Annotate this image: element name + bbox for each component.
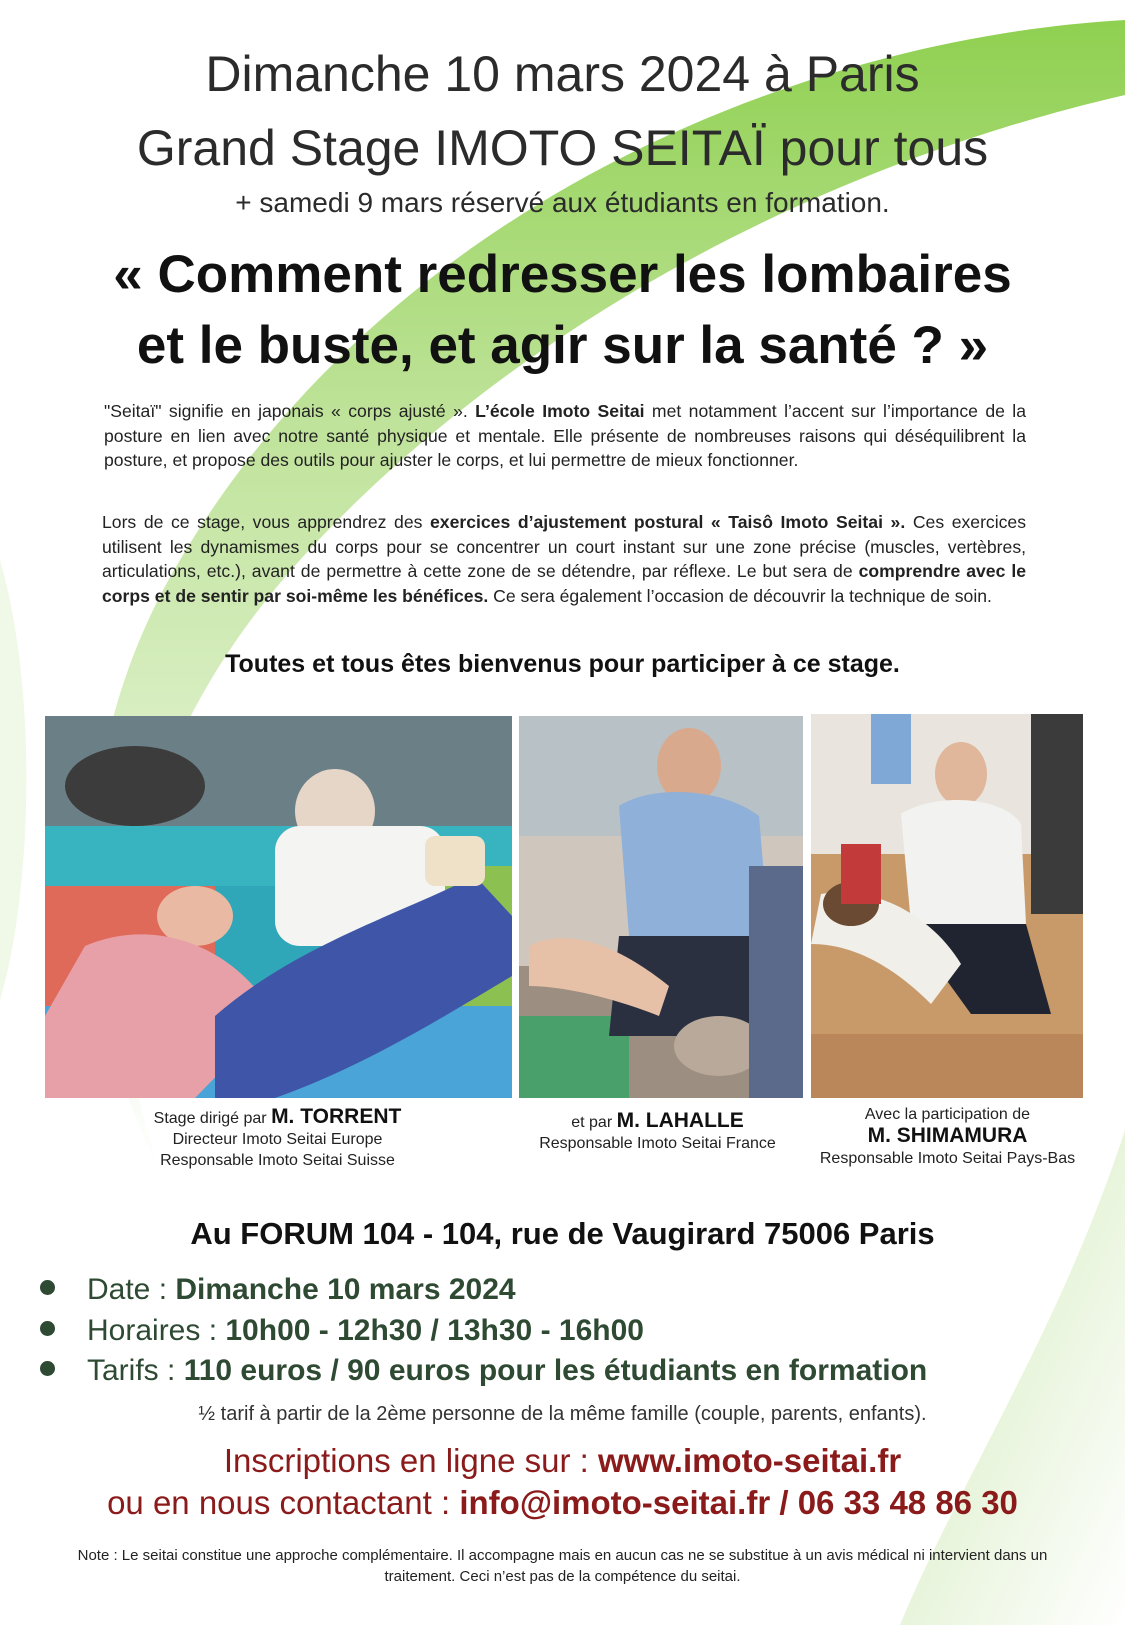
- venue-address: Au FORUM 104 - 104, rue de Vaugirard 75006 Paris: [190, 1216, 935, 1251]
- theme-question-line1: « Comment redresser les lombaires: [113, 245, 1012, 304]
- detail-hours: [40, 1311, 927, 1352]
- caption-prefix: Avec la participation de: [864, 1106, 1031, 1123]
- registration-online: [0, 1440, 1125, 1482]
- family-discount-note: ½ tarif à partir de la 2ème personne de la même famille (couple, parents, enfants).: [198, 1403, 927, 1425]
- instructor-role: Responsable Imoto Seitai France: [539, 1135, 776, 1152]
- caption-torrent-title: [65, 1106, 490, 1129]
- photo-shimamura-session: [811, 714, 1083, 1098]
- event-subtitle: + samedi 9 mars réservé aux étudiants en formation.: [235, 187, 890, 218]
- event-date-heading: Dimanche 10 mars 2024 à Paris: [205, 46, 920, 102]
- detail-value: Dimanche 10 mars 2024: [175, 1273, 516, 1306]
- detail-label: Tarifs :: [87, 1354, 184, 1387]
- caption-lahalle-title: [505, 1110, 810, 1133]
- bullet-icon: [40, 1280, 55, 1295]
- bullet-icon: [40, 1321, 55, 1336]
- website-link[interactable]: www.imoto-seitai.fr: [598, 1442, 902, 1479]
- detail-value: 110 euros / 90 euros pour les étudiants en formation: [183, 1354, 928, 1387]
- benefits-highlight: comprendre avec le corps et de sentir par soi-même les bénéfices.: [102, 561, 1026, 606]
- caption-torrent: [65, 1106, 490, 1171]
- photo-torrent-session: [45, 716, 512, 1098]
- registration-label: ou en nous contactant :: [107, 1484, 460, 1521]
- caption-shimamura: [785, 1104, 1110, 1169]
- event-details-list: [40, 1270, 927, 1392]
- exercises-highlight: exercices d’ajustement postural « Taisô Imoto Seitai ».: [430, 512, 906, 532]
- instructor-role: Directeur Imoto Seitai Europe: [172, 1131, 383, 1148]
- caption-lahalle: [505, 1110, 810, 1154]
- intro-text: "Seitaï" signifie en japonais « corps ajusté ».: [104, 401, 476, 421]
- instructor-name: M. TORRENT: [271, 1105, 402, 1128]
- detail-label: Date :: [87, 1273, 176, 1306]
- instructor-name: M. SHIMAMURA: [867, 1124, 1028, 1147]
- caption-prefix: Stage dirigé par: [153, 1110, 272, 1127]
- contact-email-phone[interactable]: info@imoto-seitai.fr / 06 33 48 86 30: [459, 1484, 1018, 1521]
- intro-paragraph-2: [102, 510, 1026, 608]
- detail-prices: [40, 1351, 927, 1392]
- disclaimer-note: Note : Le seitai constitue une approche complémentaire. Il accompagne mais en aucun cas ne se substitue à un avis médical ni intervient dans un traitement. Ceci n’est pas de la compétence du seitai.: [77, 1547, 1048, 1585]
- photo-lahalle-session: [519, 716, 803, 1098]
- caption-prefix: et par: [571, 1114, 617, 1131]
- intro-paragraph-1: [104, 399, 1026, 473]
- welcome-line: Toutes et tous êtes bienvenus pour participer à ce stage.: [225, 650, 900, 678]
- theme-question-line2: et le buste, et agir sur la santé ? »: [136, 316, 989, 375]
- detail-date: [40, 1270, 927, 1311]
- intro-text: Lors de ce stage, vous apprendrez des: [102, 512, 430, 532]
- intro-text: Ces exercices utilisent les dynamismes du corps pour se concentrer un court instant sur une zone précise (muscles, vertèbres, articulations, etc.), avant de permettre à cette zone de se détendre, par réflexe. Le but sera de: [102, 512, 1027, 581]
- instructor-role: Responsable Imoto Seitai Suisse: [160, 1152, 395, 1169]
- school-name: L’école Imoto Seitai: [475, 401, 645, 421]
- detail-value: 10h00 - 12h30 / 13h30 - 16h00: [225, 1313, 644, 1347]
- intro-text: Ce sera également l’occasion de découvrir la technique de soin.: [488, 585, 992, 606]
- event-title-heading: Grand Stage IMOTO SEITAÏ pour tous: [136, 120, 989, 176]
- instructor-name: M. LAHALLE: [616, 1109, 744, 1132]
- intro-text: met notamment l’accent sur l’importance de la posture en lien avec notre santé physique et mentale. Elle présente de nombreuses raisons qui déséquilibrent la posture, et propose des outils pour ajuster le corps, et lui permettre de mieux fonctionner.: [104, 401, 1027, 470]
- detail-label: Horaires :: [87, 1313, 226, 1347]
- registration-label: Inscriptions en ligne sur :: [223, 1442, 599, 1479]
- bullet-icon: [40, 1361, 55, 1376]
- instructor-role: Responsable Imoto Seitai Pays-Bas: [819, 1150, 1076, 1167]
- registration-contact: [0, 1482, 1125, 1524]
